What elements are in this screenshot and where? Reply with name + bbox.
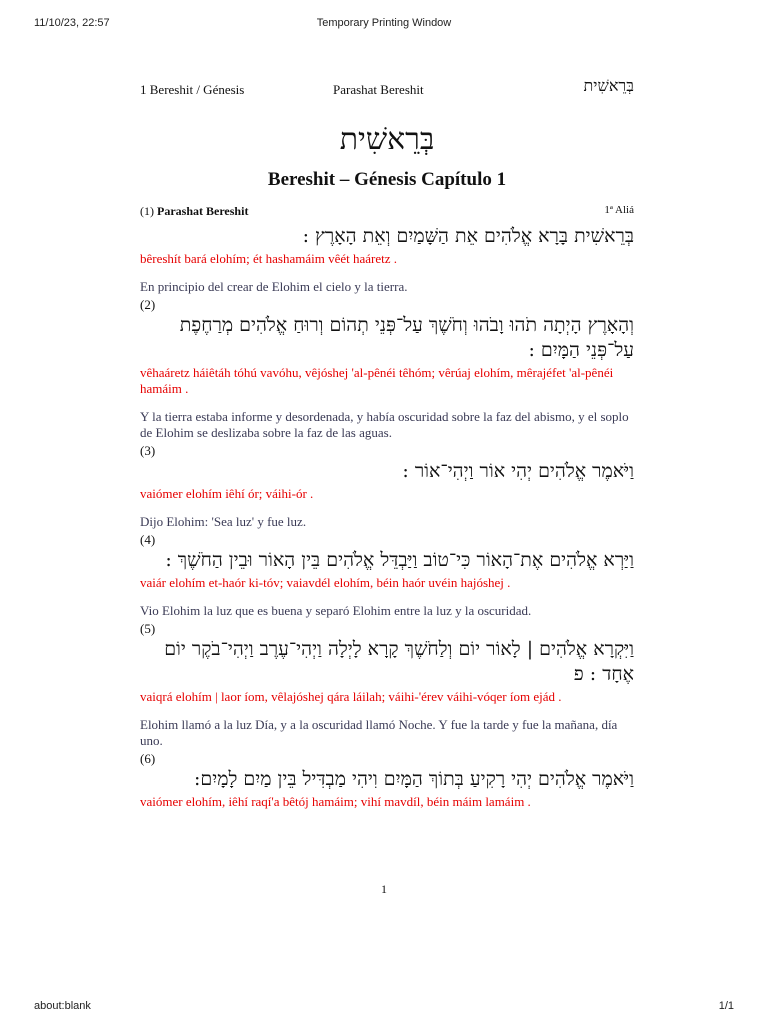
section-head — [140, 204, 634, 222]
chapter-title: Bereshit – Génesis Capítulo 1 — [267, 169, 507, 190]
verse-spanish: Vio Elohim la luz que es buena y separó Elohim entre la luz y la oscuridad. — [140, 603, 532, 618]
running-head-book: 1 Bereshit / Génesis — [140, 82, 245, 97]
verse-number: (3) — [140, 443, 156, 458]
verse-5 — [140, 621, 634, 749]
verse-spanish: Elohim llamó a la luz Día, y a la oscuridad llamó Noche. Y fue la tarde y fue la mañana, día uno. — [140, 717, 618, 748]
print-header — [0, 0, 768, 40]
document-page — [140, 76, 634, 810]
verse-spanish: Dijo Elohim: 'Sea luz' y fue luz. — [140, 514, 307, 529]
verse-number: (2) — [140, 297, 156, 312]
verse-hebrew: וַיֹּאמֶר אֱלֹהִים יְהִי רָקִיעַ בְּתוֹךְ הַמָּיִם וִיהִי מַבְדִּיל בֵּין מַיִם לָמָיִם: — [193, 768, 634, 790]
verse-2 — [140, 297, 634, 441]
running-head-parasha: Parashat Bereshit — [333, 82, 424, 97]
verse-1 — [140, 224, 634, 295]
section-label — [140, 204, 248, 219]
verse-transliteration: bêreshít bará elohím; ét hashamáim vêét haáretz . — [140, 251, 397, 266]
print-page-count: 1/1 — [718, 1000, 734, 1012]
verse-transliteration: vêhaáretz háiêtáh tóhú vavóhu, vêjóshej 'al-pênéi têhóm; vêrúaj elohím, mêrajéfet 'al-pênéi hamáim . — [140, 365, 614, 396]
verse-transliteration: vaiár elohím et-haór ki-tóv; vaiavdél elohím, béin haór uvéin hajóshej . — [140, 575, 511, 590]
verse-transliteration: vaiómer elohím iêhí ór; váihi-ór . — [140, 486, 314, 501]
verse-hebrew: וַיַּרְא אֱלֹהִים אֶת־הָאוֹר כִּי־טוֹב וַיַּבְדֵּל אֱלֹהִים בֵּין הָאוֹר וּבֵין הַחֹשֶׁךְ : — [165, 549, 634, 571]
hebrew-title: בְּרֵאשִׁית — [339, 123, 435, 156]
print-window-title: Temporary Printing Window — [316, 17, 452, 29]
verse-3 — [140, 443, 634, 530]
verse-hebrew: וְהָאָרֶץ הָיְתָה תֹהוּ וָבֹהוּ וְחֹשֶׁךְ עַל־פְּנֵי תְהוֹם וְרוּחַ אֱלֹהִים מְרַחֶפֶת עַל־פְּנֵי הַמָּיִם : — [179, 314, 634, 361]
print-footer — [0, 984, 768, 1024]
verse-spanish: En principio del crear de Elohim el cielo y la tierra. — [140, 279, 408, 294]
page-number: 1 — [381, 882, 387, 896]
verse-transliteration: vaiómer elohím, iêhí raqí'a bêtój hamáim; vihí mavdíl, béin máim lamáim . — [140, 794, 531, 809]
verse-spanish: Y la tierra estaba informe y desordenada, y había oscuridad sobre la faz del abismo, y el soplo de Elohim se deslizaba sobre la faz de las aguas. — [140, 409, 629, 440]
verse-number: (6) — [140, 751, 156, 766]
verse-number: (4) — [140, 532, 156, 547]
verse-number: (5) — [140, 621, 156, 636]
print-url: about:blank — [34, 1000, 91, 1012]
verse-4 — [140, 532, 634, 619]
verse-transliteration: vaiqrá elohím | laor íom, vêlajóshej qára láilah; váihi-'érev váihi-vóqer íom ejád . — [140, 689, 562, 704]
section-name: Parashat Bereshit — [157, 204, 249, 218]
verse-hebrew: וַיִּקְרָא אֱלֹהִים | לָאוֹר יוֹם וְלַחֹשֶׁךְ קָרָא לָיְלָה וַיְהִי־עֶרֶב וַיְהִי־בֹקֶר יוֹם אֶחָד : פ — [164, 638, 634, 685]
verse-6 — [140, 751, 634, 810]
verse-hebrew: וַיֹּאמֶר אֱלֹהִים יְהִי אוֹר וַיְהִי־אוֹר : — [402, 460, 634, 482]
section-aliya: 1ª Aliá — [604, 204, 634, 216]
running-head-hebrew: בְּרֵאשִׁית — [583, 78, 634, 95]
running-head — [140, 76, 634, 104]
print-date: 11/10/23, 22:57 — [34, 17, 110, 29]
section-number: (1) — [140, 204, 154, 218]
verse-hebrew: בְּרֵאשִׁית בָּרָא אֱלֹהִים אֵת הַשָּׁמַיִם וְאֵת הָאָרֶץ : — [302, 225, 634, 247]
